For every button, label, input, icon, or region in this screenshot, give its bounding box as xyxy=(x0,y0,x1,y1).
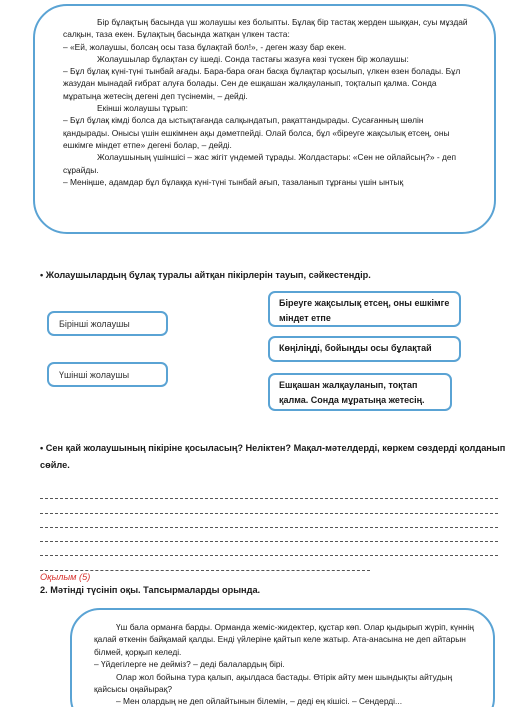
task-read-instruction: 2. Мәтінді түсініп оқы. Тапсырмаларды орында. xyxy=(40,585,261,595)
answer-line[interactable] xyxy=(40,499,498,513)
story2-paragraph: – Мен олардың не деп ойлайтынын білемін, – деді ең кішісі. – Сендерді... xyxy=(116,696,403,707)
story-paragraph: Жолаушының үшіншісі – жас жігіт үндемей тұрады. Жолдастары: «Сен не ойлайсың?» - деп сұрайды. xyxy=(63,152,457,175)
story-paragraph: Екінші жолаушы тұрып: xyxy=(97,103,188,114)
task-opinion-instruction: • Сен қай жолаушының пікіріне қосыласың? Неліктен? Мақал-мәтелдерді, көркем сөздерді қолданып сөйле. xyxy=(40,443,506,470)
story-paragraph: Бір бұлақтың басында үш жолаушы кез болыпты. Бұлақ бір тастақ жерден шыққан, суы мұздай салқын, таза екен. Бұлақтың басында жатқан үлкен таста: xyxy=(63,17,468,40)
match-option-never-stop[interactable]: Ешқашан жалқауланып, тоқтап қалма. Сонда мұратыңа жетесің. xyxy=(268,373,452,411)
match-item-first-traveler[interactable]: Бірінші жолаушы xyxy=(47,311,168,336)
story-text-box xyxy=(33,4,496,234)
match-option-kindness[interactable]: Біреуге жақсылық етсең, оны ешкімге міндет етпе xyxy=(268,291,461,327)
answer-line[interactable] xyxy=(40,556,370,570)
answer-line[interactable] xyxy=(40,485,498,499)
story2-paragraph: Үш бала орманға барды. Орманда жеміс-жидектер, құстар көп. Олар қыдырып жүріп, күннің қалай өткенін байқамай қалды. Енді үйлеріне қайтып келе жатыр. Ата-анасына не деп айтарын білмей, қорқып келеді. xyxy=(94,622,474,657)
match-option-pure-heart[interactable]: Көңіліңді, бойыңды осы бұлақтай xyxy=(268,336,461,362)
story2-paragraph: – Үйдегілерге не дейміз? – деді балалардың бірі. xyxy=(94,659,285,670)
answer-lines[interactable] xyxy=(40,485,498,571)
second-story-box xyxy=(70,608,495,707)
answer-line[interactable] xyxy=(40,528,498,542)
match-item-third-traveler[interactable]: Үшінші жолаушы xyxy=(47,362,168,387)
story-paragraph: – Меніңше, адамдар бұл бұлаққа күні-түні тынбай ағып, тазаланып тұрғаны үшін ынтық xyxy=(63,176,404,187)
answer-line[interactable] xyxy=(40,514,498,528)
section-title: Оқылым (5) xyxy=(40,572,91,582)
story-paragraph: – Бұл бұлақ күні-түні тынбай ағады. Бара-бара оған басқа бұлақтар қосылып, үлкен өзен болады. Бұл жазудан мынадай ғибрат алуға болады. Сен де ешқашан жалқауланып, тоқталып қалма. Сонда мұратыңа жетесің дегені деп түсінемін, – дейді. xyxy=(63,66,461,101)
story-paragraph: – Бұл бұлақ кімді болса да ыстықтағанда салқындатып, рақаттандырады. Сусағанның шөлін қандырады. Онысы үшін ешкімнен ақы дәметпейді. Олай болса, бұл «біреуге жақсылық етсең, оны ешкімге міндет етпе» дегені болар, – дейді. xyxy=(63,115,450,150)
story2-paragraph: Олар жол бойына тура қалып, ақылдаса бастады. Өтірік айту мен шындықты айтудың қайсысы оңайырақ? xyxy=(94,671,453,695)
story-paragraph: – «Ей, жолаушы, болсаң осы таза бұлақтай бол!», - деген жазу бар екен. xyxy=(63,41,347,52)
task-match-instruction: • Жолаушылардың бұлақ туралы айтқан пікірлерін тауып, сәйкестендір. xyxy=(40,270,371,280)
story-paragraph: Жолаушылар бұлақтан су ішеді. Сонда тастағы жазуға көзі түскен бір жолаушы: xyxy=(97,53,409,64)
answer-line[interactable] xyxy=(40,542,498,556)
